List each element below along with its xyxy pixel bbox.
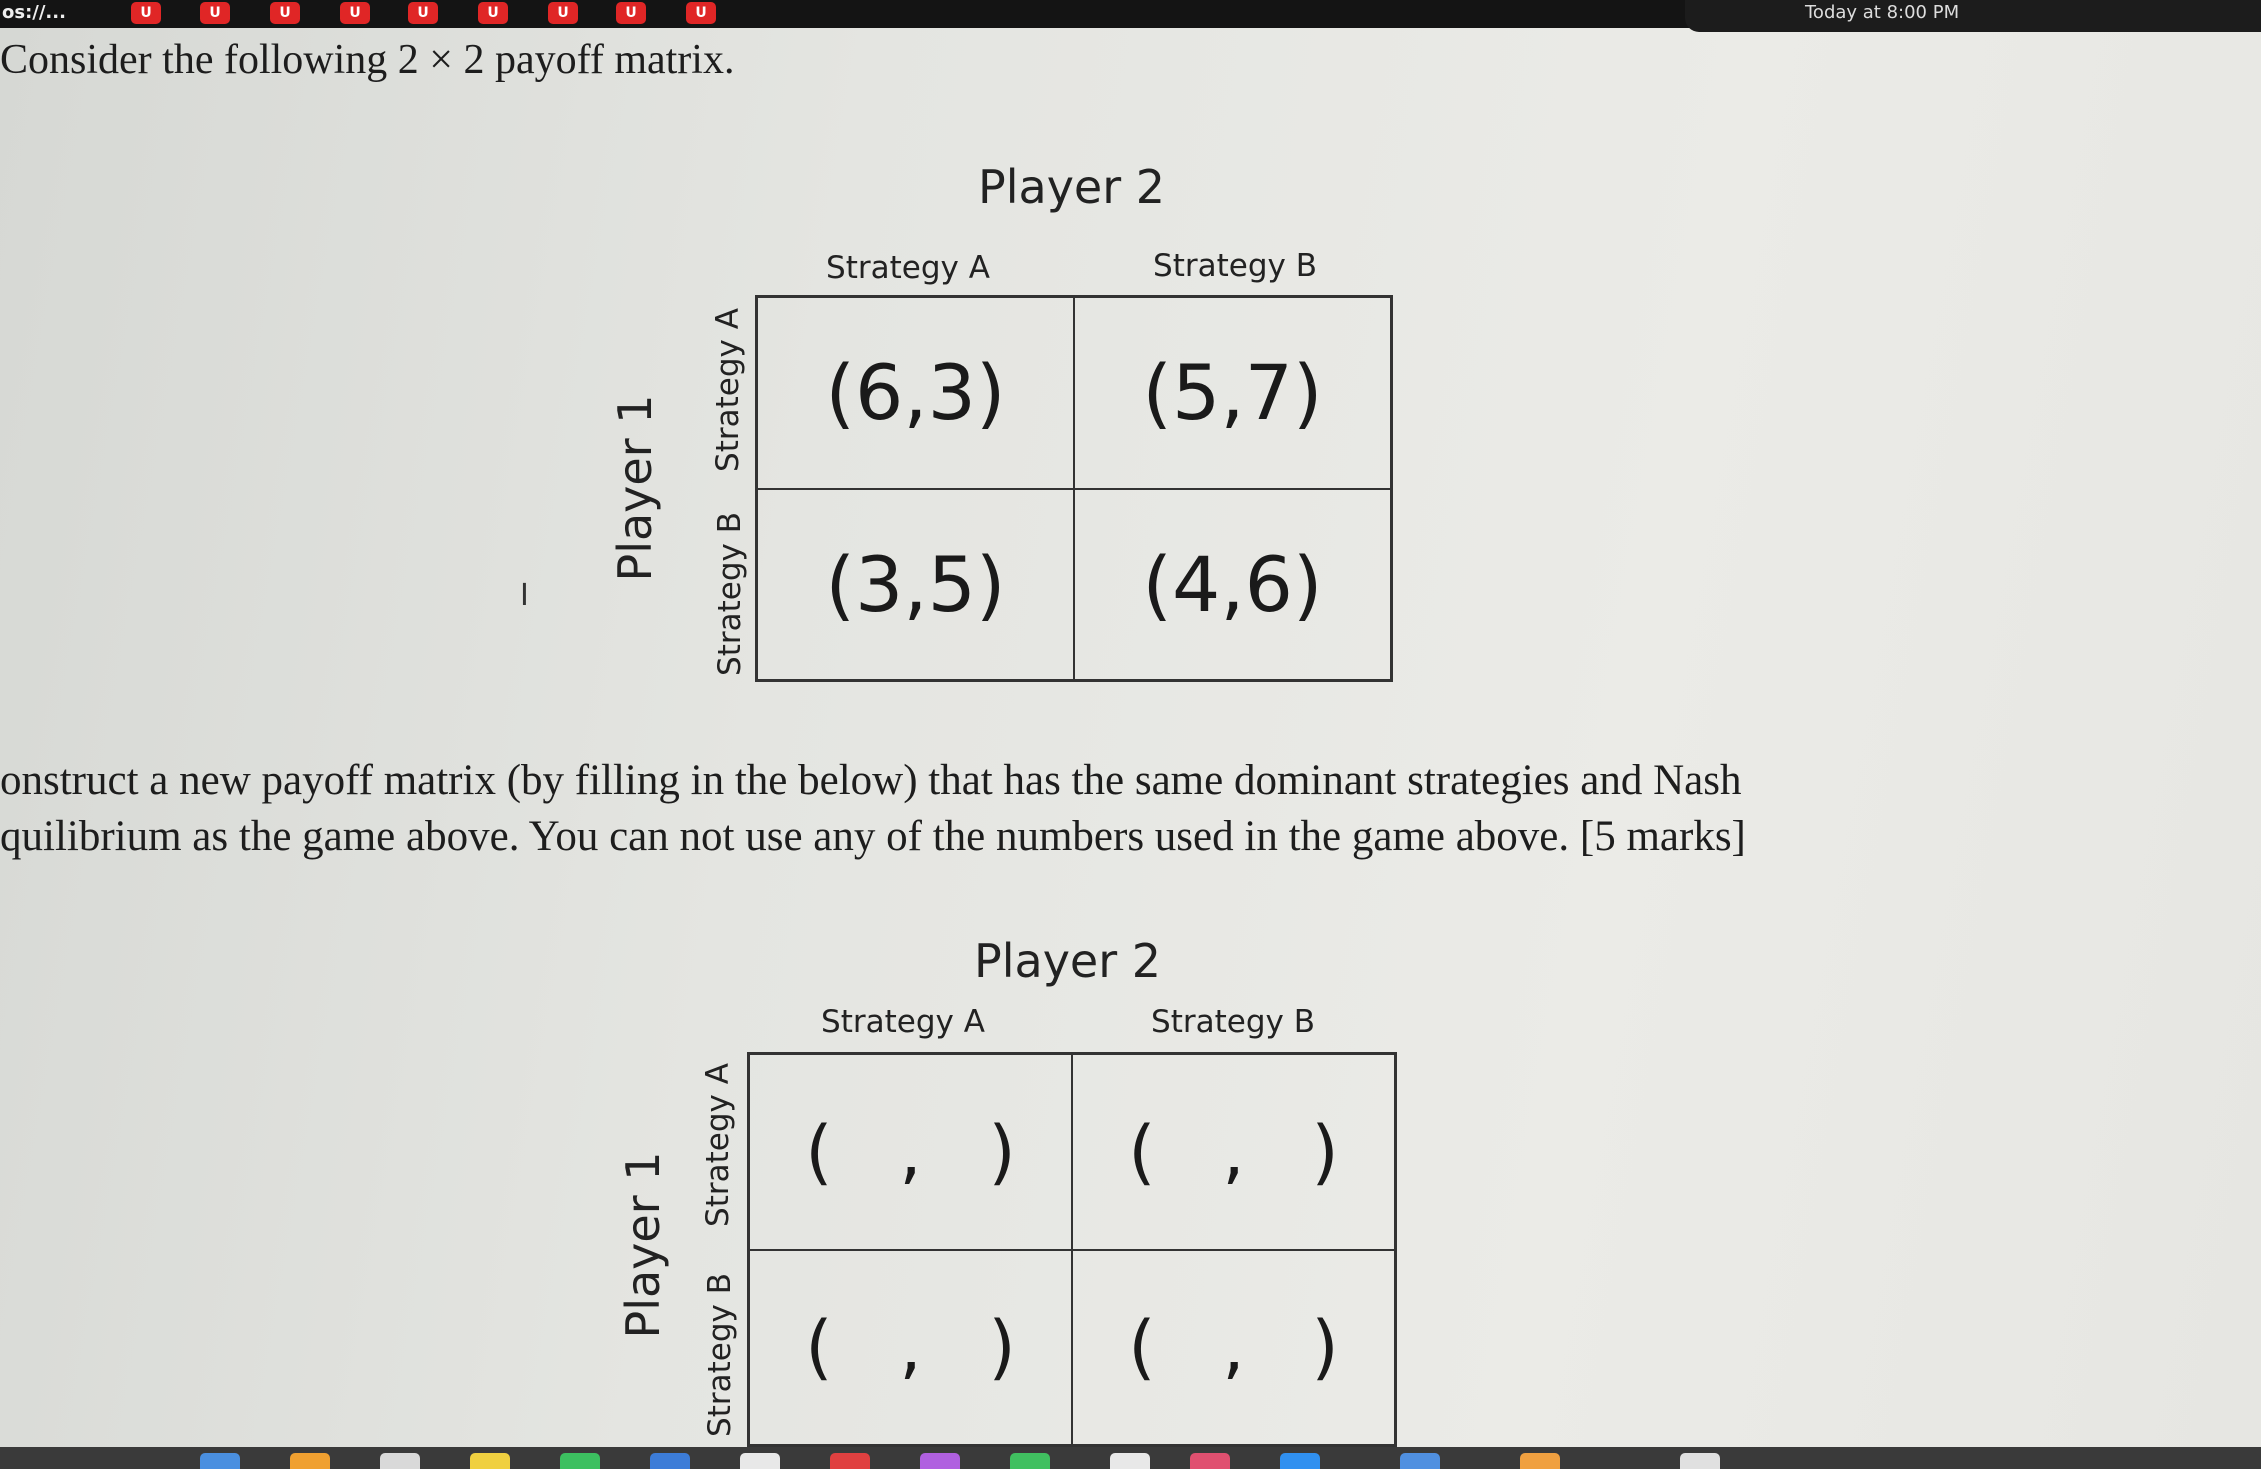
player2-label: Player 2 — [978, 160, 1166, 214]
dock-app-icon[interactable] — [290, 1453, 330, 1469]
dock-app-icon[interactable] — [650, 1453, 690, 1469]
player1-label: Player 1 — [608, 394, 662, 582]
tab-icon[interactable]: U — [131, 2, 161, 24]
tab-icon[interactable]: U — [548, 2, 578, 24]
dock-app-icon[interactable] — [1010, 1453, 1050, 1469]
url-fragment[interactable]: os://... — [2, 2, 66, 23]
tab-icon[interactable]: U — [340, 2, 370, 24]
row-header-strategy-a: Strategy A — [700, 1063, 736, 1227]
payoff-grid-2 — [747, 1052, 1397, 1447]
blank-payoff-cell[interactable]: ( , ) — [1072, 1250, 1395, 1446]
payoff-cell: (4,6) — [1074, 489, 1391, 681]
dock-app-icon[interactable] — [1110, 1453, 1150, 1469]
player2-label: Player 2 — [974, 934, 1162, 988]
blank-payoff-cell[interactable]: ( , ) — [749, 1054, 1072, 1250]
blank-payoff-cell[interactable]: ( , ) — [1072, 1054, 1395, 1250]
dock-app-icon[interactable] — [1190, 1453, 1230, 1469]
blank-payoff-cell[interactable]: ( , ) — [749, 1250, 1072, 1446]
dock-app-icon[interactable] — [560, 1453, 600, 1469]
player1-label: Player 1 — [616, 1151, 670, 1339]
dock-app-icon[interactable] — [1520, 1453, 1560, 1469]
tab-icon[interactable]: U — [408, 2, 438, 24]
payoff-cell: (5,7) — [1074, 297, 1391, 489]
column-header-strategy-a: Strategy A — [826, 250, 990, 286]
column-header-strategy-b: Strategy B — [1151, 1004, 1315, 1040]
row-header-strategy-b: Strategy B — [712, 512, 748, 676]
dock-app-icon[interactable] — [1680, 1453, 1720, 1469]
question-line-2: quilibrium as the game above. You can not use any of the numbers used in the game above. [5 marks] — [0, 813, 1746, 860]
text-cursor-icon: I — [520, 578, 529, 613]
dock-app-icon[interactable] — [920, 1453, 960, 1469]
intro-text: Consider the following 2 × 2 payoff matrix. — [0, 37, 735, 83]
dock-app-icon[interactable] — [470, 1453, 510, 1469]
dock-app-icon[interactable] — [200, 1453, 240, 1469]
notification-panel — [1685, 0, 2261, 32]
column-header-strategy-b: Strategy B — [1153, 248, 1317, 284]
dock — [0, 1447, 2261, 1469]
row-header-strategy-a: Strategy A — [710, 308, 746, 472]
tab-icon[interactable]: U — [686, 2, 716, 24]
dock-app-icon[interactable] — [380, 1453, 420, 1469]
dock-app-icon[interactable] — [830, 1453, 870, 1469]
payoff-grid-1 — [755, 295, 1393, 682]
row-header-strategy-b: Strategy B — [702, 1273, 738, 1437]
dock-app-icon[interactable] — [1280, 1453, 1320, 1469]
dock-app-icon[interactable] — [740, 1453, 780, 1469]
browser-bar — [0, 0, 2261, 28]
column-header-strategy-a: Strategy A — [821, 1004, 985, 1040]
question-line-1: onstruct a new payoff matrix (by filling in the below) that has the same dominant strategies and Nash — [0, 757, 1742, 804]
tab-icon[interactable]: U — [200, 2, 230, 24]
tab-icon[interactable]: U — [616, 2, 646, 24]
payoff-cell: (3,5) — [757, 489, 1074, 681]
payoff-cell: (6,3) — [757, 297, 1074, 489]
dock-app-icon[interactable] — [1400, 1453, 1440, 1469]
notification-time: Today at 8:00 PM — [1805, 2, 1960, 23]
tab-icon[interactable]: U — [270, 2, 300, 24]
tab-icon[interactable]: U — [478, 2, 508, 24]
